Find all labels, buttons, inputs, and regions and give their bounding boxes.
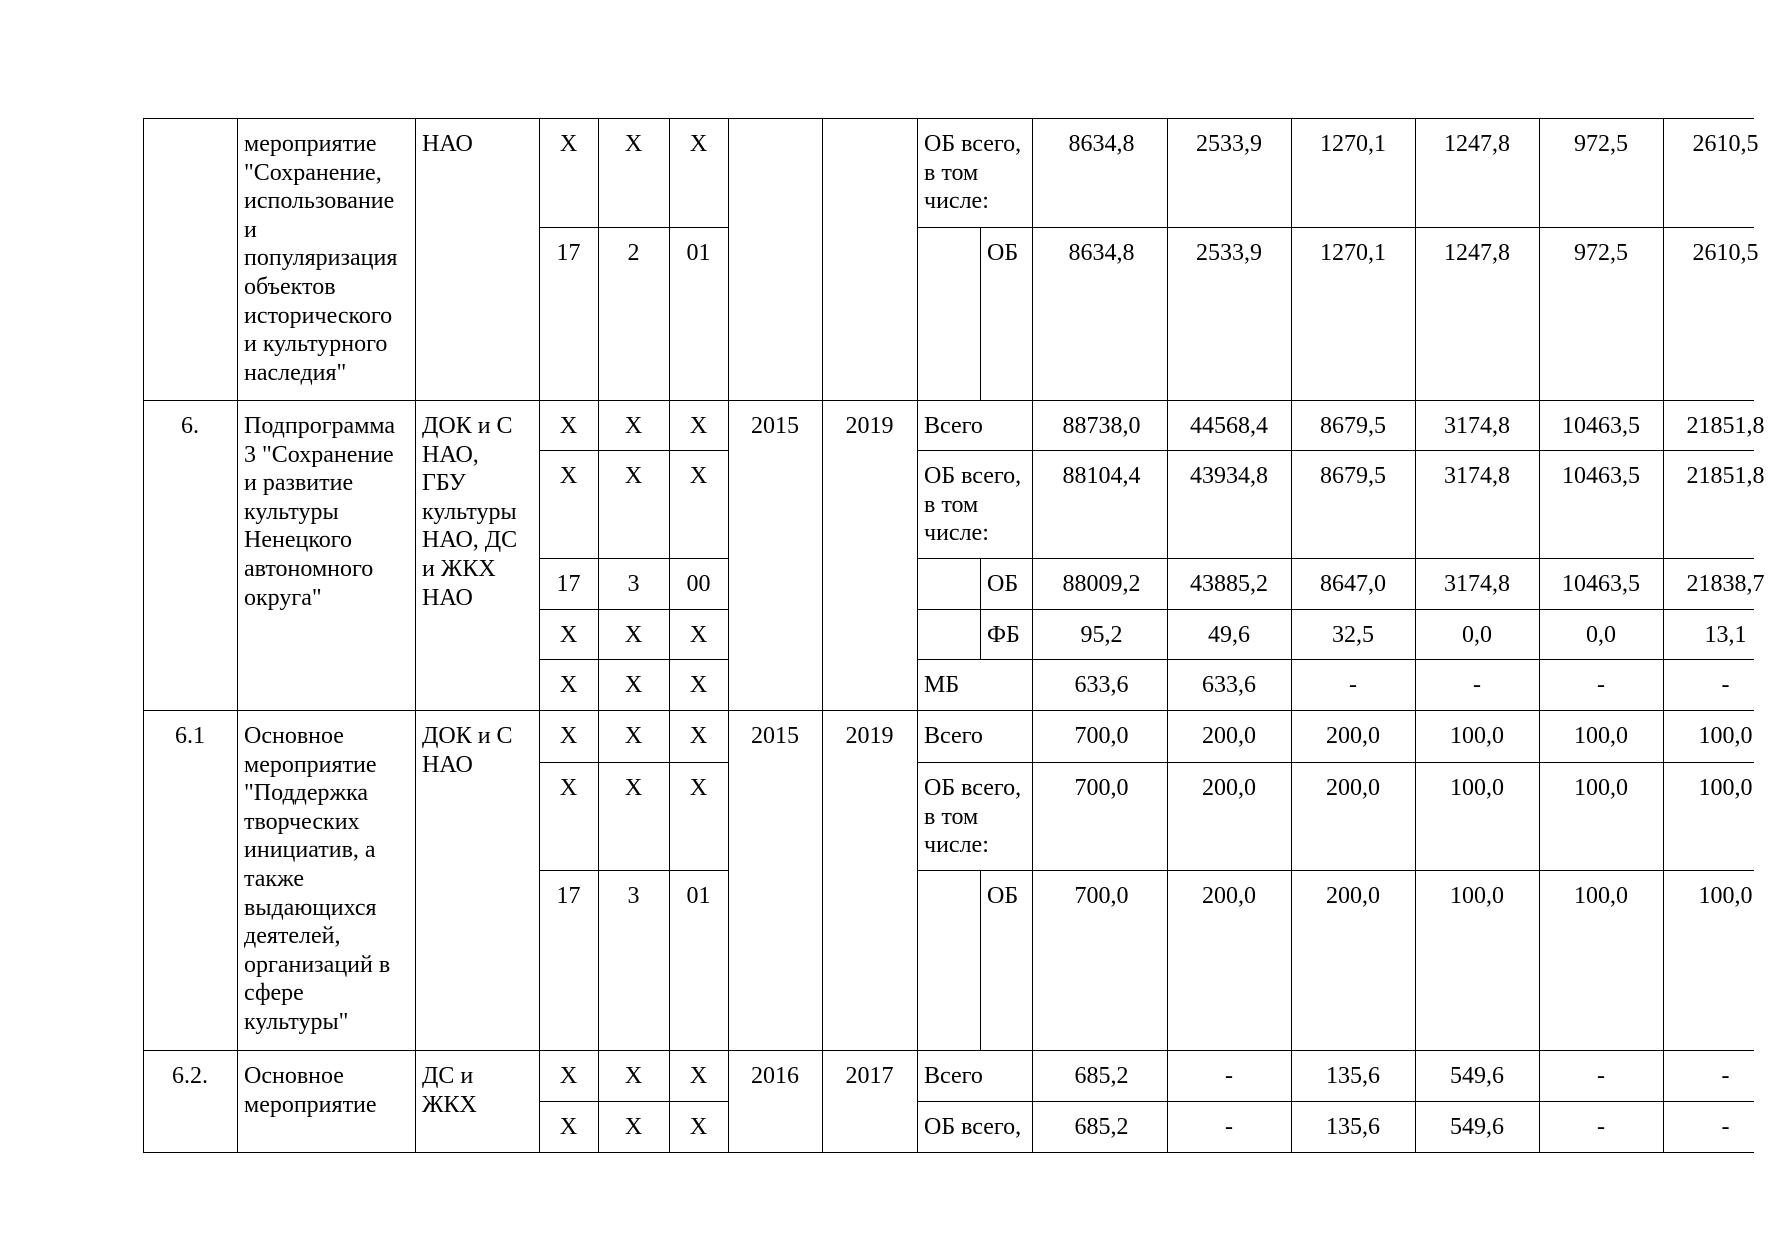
amount-value: 100,0 [1574,775,1628,801]
budget-code: X [689,622,708,648]
table-rule [917,710,918,1050]
activity-name: творческих [244,808,360,835]
start-year: 2015 [751,723,799,749]
funding-source: ОБ всего, [924,463,1022,489]
amount-value: 972,5 [1574,240,1628,266]
table-rule [728,118,729,400]
amount-value: 88104,4 [1062,463,1141,489]
amount-value: - [1597,1063,1605,1089]
funding-source: ФБ [987,622,1020,648]
amount-value: 8679,5 [1320,463,1386,489]
sub-row-rule [539,762,728,763]
table-rule [237,1050,238,1152]
activity-name: культуры" [244,1009,349,1035]
table-rule [822,400,823,710]
amount-value: 32,5 [1332,622,1374,648]
amount-value: - [1721,1063,1730,1089]
amount-value: 200,0 [1326,723,1380,749]
end-year: 2019 [845,413,894,439]
amount-value: 88738,0 [1062,413,1141,439]
amount-value: - [1597,1114,1605,1140]
amount-value: - [1349,672,1357,698]
activity-name: "Поддержка [244,780,369,807]
budget-code: X [559,775,578,801]
amount-value: - [1721,672,1730,698]
row-rule [143,710,1754,711]
amount-value: 633,6 [1202,672,1256,698]
funding-source: числе: [924,832,989,859]
budget-code: 01 [686,240,711,266]
amount-value: 95,2 [1080,622,1123,648]
amount-value: 700,0 [1074,883,1129,909]
table-rule [539,710,540,1050]
amount-value: 8634,8 [1068,240,1135,266]
table-rule [1415,400,1416,710]
amount-value: 88009,2 [1062,571,1141,597]
budget-code: 00 [686,571,711,597]
table-rule [728,400,729,710]
row-number: 6.1 [175,723,205,749]
table-rule [1539,710,1540,1050]
table-rule [1291,710,1292,1050]
activity-name: 3 "Сохранение [244,441,394,468]
amount-value: 200,0 [1202,775,1256,801]
amount-value: 21851,8 [1686,413,1765,439]
executor: культуры [422,498,517,525]
activity-name: объектов [244,274,336,300]
sub-row-rule [917,450,1754,451]
table-rule [1032,400,1033,710]
row-rule [143,1152,1754,1153]
budget-code: 01 [686,883,711,909]
table-rule [917,118,918,400]
table-rule [1167,710,1168,1050]
table-top-border [143,118,1754,119]
executor: НАО [422,131,473,157]
table-rule [237,118,238,400]
amount-value: 549,6 [1450,1063,1504,1089]
budget-code: X [689,672,708,698]
amount-value: 972,5 [1574,131,1628,157]
amount-value: 100,0 [1450,723,1504,749]
amount-value: - [1473,672,1481,698]
executor: ДОК и С [422,723,513,749]
source-indent-rule [980,227,981,400]
amount-value: 135,6 [1326,1063,1380,1089]
funding-source: Всего [924,723,983,749]
budget-code: X [624,1114,643,1140]
funding-source: Всего [924,1063,983,1089]
amount-value: 2610,5 [1692,131,1759,157]
table-rule [822,118,823,400]
activity-name: Основное [244,1063,344,1089]
amount-value: 200,0 [1326,883,1380,909]
row-rule [143,400,1754,401]
sub-row-rule [539,558,728,559]
amount-value: 21838,7 [1686,571,1765,597]
amount-value: 10463,5 [1562,463,1640,489]
funding-source: ОБ всего, [924,775,1022,801]
table-rule [237,400,238,710]
table-rule [1032,710,1033,1050]
amount-value: - [1597,672,1605,698]
sub-row-rule [917,1101,1754,1102]
budget-code: 3 [627,883,640,909]
activity-name: и культурного [244,331,388,358]
amount-value: 2533,9 [1196,240,1262,266]
row-rule [143,1050,1754,1051]
executor: ДОК и С [422,413,513,439]
budget-code: X [689,463,708,489]
table-rule [1663,400,1664,710]
activity-name: мероприятие [244,131,377,157]
amount-value: 1247,8 [1444,131,1510,157]
end-year: 2019 [845,723,894,749]
activity-name: автономного [244,556,374,582]
table-rule [415,400,416,710]
budget-code: X [689,131,708,157]
source-indent-rule [980,870,981,1050]
budget-code: 3 [627,571,640,597]
sub-row-rule [917,870,1754,871]
funding-source: ОБ всего, [924,131,1022,157]
amount-value: 200,0 [1326,775,1380,801]
amount-value: 2533,9 [1196,131,1262,157]
amount-value: 549,6 [1450,1114,1504,1140]
table-rule [539,400,540,710]
budget-code: X [689,775,708,801]
table-rule [415,710,416,1050]
amount-value: 685,2 [1074,1114,1129,1140]
amount-value: 44568,4 [1190,413,1268,439]
row-number: 6.2. [172,1063,208,1089]
amount-value: 100,0 [1698,723,1753,749]
budget-code: X [624,131,643,157]
funding-source: ОБ всего, [924,1114,1022,1140]
budget-code: X [624,463,643,489]
activity-name: и развитие [244,470,354,497]
amount-value: 1270,1 [1320,240,1386,266]
activity-name: культуры [244,498,339,525]
activity-name: организаций в [244,951,391,978]
executor: ЖКХ [422,1091,477,1118]
activity-name: также [244,866,305,892]
executor: ДС и [422,1063,474,1089]
funding-source: ОБ [987,883,1019,909]
executor: НАО [422,751,473,778]
source-indent-rule [980,558,981,609]
executor: НАО, ДС [422,527,518,554]
activity-name: выдающихся [244,894,377,921]
budget-code: X [559,413,578,439]
amount-value: 685,2 [1074,1063,1129,1089]
amount-value: 8634,8 [1068,131,1135,157]
activity-name: Основное [244,723,344,749]
budget-code: X [559,723,578,749]
budget-code: X [624,1063,643,1089]
amount-value: 21851,8 [1686,463,1765,489]
budget-code: X [559,463,578,489]
table-rule [1539,400,1540,710]
budget-code: 2 [627,240,640,266]
activity-name: исторического [244,302,393,329]
sub-row-rule [539,659,728,660]
amount-value: 100,0 [1698,775,1753,801]
activity-name: инициатив, а [244,837,376,864]
sub-row-rule [917,762,1754,763]
budget-code: X [624,723,643,749]
budget-code: X [689,413,708,439]
budget-code: 17 [556,883,581,909]
amount-value: 3174,8 [1444,413,1510,439]
budget-code: X [624,775,643,801]
amount-value: 8679,5 [1320,413,1386,439]
amount-value: 100,0 [1698,883,1753,909]
budget-code: X [559,1114,578,1140]
funding-source: ОБ [987,571,1019,597]
amount-value: 8647,0 [1320,571,1386,597]
table-rule [669,400,670,710]
amount-value: 100,0 [1574,883,1628,909]
amount-value: 100,0 [1450,883,1504,909]
table-rule [598,400,599,710]
sub-row-rule [539,227,728,228]
activity-name: мероприятие [244,1091,377,1118]
table-rule [917,400,918,710]
amount-value: 3174,8 [1444,571,1510,597]
table-rule [669,710,670,1050]
activity-name: "Сохранение, [244,159,382,186]
amount-value: 10463,5 [1562,413,1640,439]
amount-value: 633,6 [1074,672,1129,698]
amount-value: 200,0 [1202,723,1256,749]
budget-code: X [559,1063,578,1089]
table-rule [1032,118,1033,400]
budget-code: X [559,672,578,698]
budget-code: X [624,413,643,439]
amount-value: 100,0 [1450,775,1504,801]
amount-value: - [1225,1063,1233,1089]
amount-value: 700,0 [1074,775,1129,801]
activity-name: и [244,216,257,243]
sub-row-rule [917,227,1754,228]
amount-value: 1247,8 [1444,240,1510,266]
sub-row-rule [539,609,728,610]
activity-name: использование [244,188,395,215]
funding-source: в том [924,491,979,518]
table-rule [1415,710,1416,1050]
source-indent-rule [980,609,981,659]
end-year: 2017 [845,1063,894,1089]
activity-name: Подпрограмма [244,413,396,439]
activity-name: округа" [244,584,322,611]
executor: и ЖКХ [422,556,496,582]
table-rule [237,710,238,1050]
activity-name: популяризация [244,245,398,272]
activity-name: сфере [244,980,304,1007]
budget-code: X [624,672,643,698]
amount-value: - [1225,1114,1233,1140]
sub-row-rule [917,609,1754,610]
budget-code: 17 [556,240,581,266]
start-year: 2015 [751,413,799,439]
amount-value: 10463,5 [1562,571,1640,597]
budget-code: X [689,1063,708,1089]
sub-row-rule [539,450,728,451]
sub-row-rule [539,870,728,871]
table-rule [1663,710,1664,1050]
budget-code: X [689,1114,708,1140]
table-rule [728,710,729,1050]
budget-code: 17 [556,571,581,597]
sub-row-rule [917,558,1754,559]
activity-name: Ненецкого [244,527,353,554]
budget-code: X [689,723,708,749]
row-number: 6. [181,413,199,439]
amount-value: 135,6 [1326,1114,1380,1140]
table-rule [1167,400,1168,710]
amount-value: 0,0 [1586,622,1616,648]
amount-value: 49,6 [1208,622,1250,648]
table-rule [822,710,823,1050]
sub-row-rule [917,659,1754,660]
amount-value: 3174,8 [1444,463,1510,489]
table-left-border [143,118,144,1152]
budget-code: X [559,622,578,648]
table-rule [415,118,416,400]
table-rule [598,710,599,1050]
funding-source: в том [924,159,979,186]
activity-name: наследия" [244,359,347,386]
amount-value: - [1721,1114,1730,1140]
funding-source: МБ [924,672,960,698]
start-year: 2016 [751,1063,799,1089]
executor: НАО, [422,441,479,468]
table-rule [415,1050,416,1152]
executor: ГБУ [422,470,466,497]
amount-value: 13,1 [1704,622,1747,648]
activity-name: мероприятие [244,751,377,778]
amount-value: 100,0 [1574,723,1628,749]
amount-value: 700,0 [1074,723,1129,749]
amount-value: 2610,5 [1692,240,1759,266]
sub-row-rule [539,1101,728,1102]
funding-source: в том [924,803,979,830]
executor: НАО [422,584,473,611]
budget-code: X [624,622,643,648]
amount-value: 43934,8 [1190,463,1268,489]
budget-code: X [559,131,578,157]
amount-value: 1270,1 [1320,131,1386,157]
funding-source: ОБ [987,240,1019,266]
activity-name: деятелей, [244,923,341,950]
amount-value: 0,0 [1462,622,1492,648]
amount-value: 200,0 [1202,883,1256,909]
table-rule [1291,400,1292,710]
funding-source: Всего [924,413,983,439]
amount-value: 43885,2 [1190,571,1268,597]
funding-source: числе: [924,520,989,547]
funding-source: числе: [924,188,989,215]
